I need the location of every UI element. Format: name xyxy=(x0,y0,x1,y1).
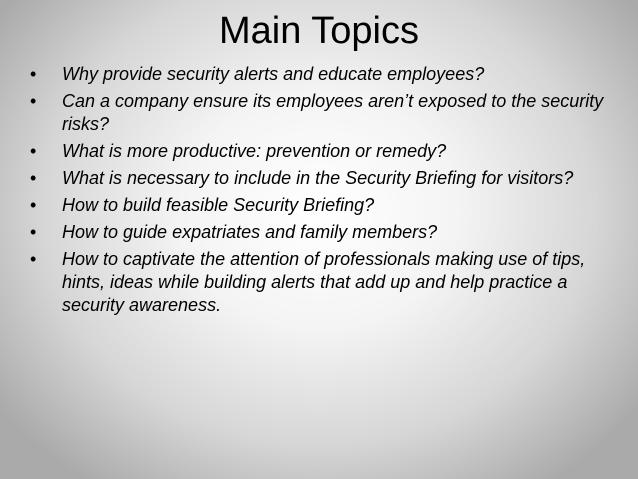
bullet-text: How to build feasible Security Briefing? xyxy=(62,195,375,215)
bullet-icon: • xyxy=(30,168,37,188)
bullet-icon: • xyxy=(30,195,37,215)
bullet-item xyxy=(30,140,610,163)
bullet-item xyxy=(30,248,610,317)
bullet-list xyxy=(30,63,610,321)
bullet-text: What is necessary to include in the Security Briefing for visitors? xyxy=(62,168,574,188)
bullet-icon: • xyxy=(30,91,37,111)
bullet-text: How to captivate the attention of professionals making use of tips, hints, ideas while building alerts that add up and help practice a security awareness. xyxy=(62,249,586,315)
bullet-icon: • xyxy=(30,222,37,242)
bullet-text: How to guide expatriates and family members? xyxy=(62,222,438,242)
bullet-icon: • xyxy=(30,141,37,161)
bullet-icon: • xyxy=(30,249,37,269)
bullet-item xyxy=(30,167,610,190)
bullet-text: What is more productive: prevention or remedy? xyxy=(62,141,447,161)
bullet-text: Why provide security alerts and educate employees? xyxy=(62,64,485,84)
bullet-item xyxy=(30,194,610,217)
bullet-item xyxy=(30,63,610,86)
bullet-icon: • xyxy=(30,64,37,84)
bullet-text: Can a company ensure its employees aren’t exposed to the security risks? xyxy=(62,91,604,134)
bullet-item xyxy=(30,221,610,244)
bullet-item xyxy=(30,90,610,136)
slide-title: Main Topics xyxy=(219,10,419,52)
